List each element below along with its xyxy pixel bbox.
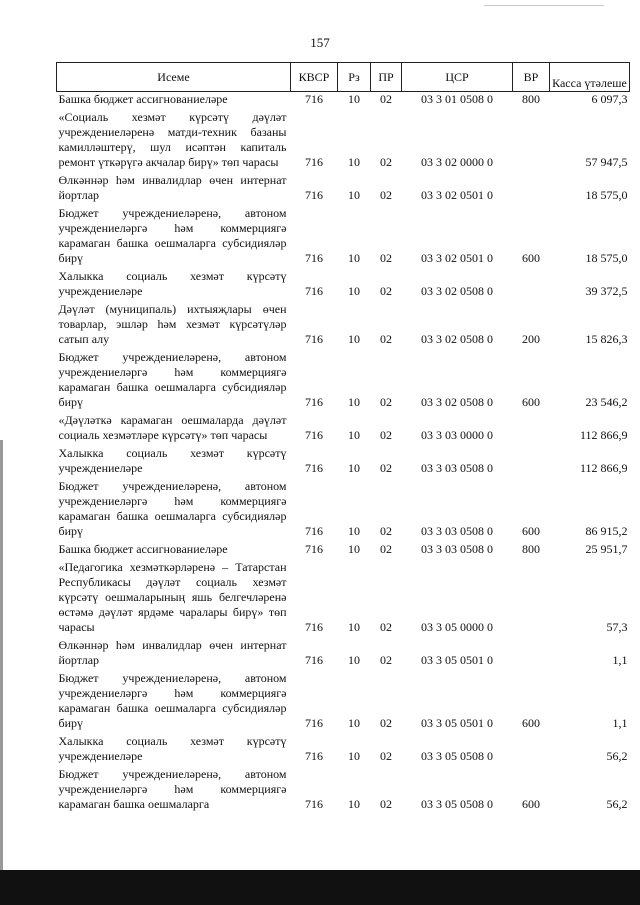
row-name: Дәүләт (муниципаль) ихтыяҗлары өчен товарлар, эшләр һәм хезмәт күрсәтүләр сатып алу: [58, 302, 287, 346]
row-pr: 02: [380, 749, 392, 763]
row-kvsr: 716: [305, 542, 323, 556]
row-pr: 02: [380, 284, 392, 298]
table-row: [57, 539, 630, 557]
row-csr: 03 3 03 0508 0: [421, 524, 493, 538]
row-rz: 10: [348, 716, 360, 730]
row-rz: 10: [348, 542, 360, 556]
row-csr: 03 3 02 0501 0: [421, 251, 493, 265]
row-csr: 03 3 02 0508 0: [421, 332, 493, 346]
row-vr: [513, 731, 550, 764]
row-amount: 18 575,0: [585, 188, 628, 202]
scan-bottom-bar: [0, 870, 640, 905]
row-name: Башка бюджет ассигнованиеләре: [58, 92, 228, 106]
row-vr: [513, 410, 550, 443]
page-number: 157: [310, 35, 330, 50]
row-csr: 03 3 05 0508 0: [421, 797, 493, 811]
row-name: «Дәүләткә карамаган оешмаларда дәүләт социаль хезмәтләре күрсәтү» төп чарасы: [58, 413, 287, 442]
row-kvsr: 716: [305, 188, 323, 202]
row-rz: 10: [348, 620, 360, 634]
row-name: Башка бюджет ассигнованиеләре: [58, 542, 228, 556]
row-rz: 10: [348, 461, 360, 475]
row-amount: 112 866,9: [579, 428, 628, 442]
row-kvsr: 716: [305, 653, 323, 667]
header-kassa: Касса үтәлеше: [550, 63, 630, 92]
table-row: [57, 299, 630, 347]
row-kvsr: 716: [305, 461, 323, 475]
row-name: Бюджет учреждениеләренә, автоном учреждениеләргә һәм коммерциягә карамаган башка оешмаларга субсидияләр бирү: [58, 350, 287, 409]
row-pr: 02: [380, 92, 392, 106]
row-kvsr: 716: [305, 524, 323, 538]
row-vr: [513, 266, 550, 299]
row-rz: 10: [348, 92, 360, 106]
header-kvsr: КВСР: [291, 63, 338, 92]
row-amount: 86 915,2: [585, 524, 628, 538]
row-rz: 10: [348, 155, 360, 169]
table-row: [57, 443, 630, 476]
row-name: Өлкәннәр һәм инвалидлар өчен интернат йортлар: [58, 638, 287, 667]
row-vr: 600: [522, 716, 540, 730]
row-rz: 10: [348, 251, 360, 265]
row-vr: 200: [522, 332, 540, 346]
row-amount: 1,1: [612, 653, 628, 667]
scan-top-line: [484, 5, 604, 6]
row-vr: [513, 557, 550, 635]
row-csr: 03 3 02 0508 0: [421, 395, 493, 409]
row-name: Бюджет учреждениеләренә, автоном учреждениеләргә һәм коммерциягә карамаган башка оешмаларга: [58, 767, 287, 811]
row-rz: 10: [348, 428, 360, 442]
table-row: [57, 170, 630, 203]
row-amount: 57 947,5: [585, 155, 628, 169]
row-rz: 10: [348, 797, 360, 811]
row-vr: 800: [522, 92, 540, 106]
header-vr: ВР: [513, 63, 550, 92]
row-csr: 03 3 05 0508 0: [421, 749, 493, 763]
row-pr: 02: [380, 251, 392, 265]
row-vr: 600: [522, 395, 540, 409]
row-amount: 15 826,3: [585, 332, 628, 346]
table-row: [57, 557, 630, 635]
row-csr: 03 3 03 0000 0: [421, 428, 493, 442]
row-amount: 39 372,5: [585, 284, 628, 298]
row-amount: 56,2: [606, 749, 628, 763]
table-row: [57, 266, 630, 299]
table-header: [57, 63, 630, 92]
row-pr: 02: [380, 524, 392, 538]
row-name: Халыкка социаль хезмәт күрсәтү учреждениеләре: [58, 269, 287, 298]
row-pr: 02: [380, 188, 392, 202]
row-pr: 02: [380, 395, 392, 409]
row-vr: 600: [522, 797, 540, 811]
header-rz: Рз: [338, 63, 371, 92]
row-name: «Социаль хезмәт күрсәтү дәүләт учреждениеләренә матди-техник базаны камилләштерү, шул исәптән капиталь ремонт үткәрүгә акчалар бирү» төп чарасы: [58, 110, 287, 169]
row-rz: 10: [348, 188, 360, 202]
row-kvsr: 716: [305, 92, 323, 106]
row-kvsr: 716: [305, 332, 323, 346]
row-kvsr: 716: [305, 284, 323, 298]
row-rz: 10: [348, 749, 360, 763]
row-rz: 10: [348, 332, 360, 346]
row-vr: [513, 443, 550, 476]
row-pr: 02: [380, 461, 392, 475]
row-kvsr: 716: [305, 251, 323, 265]
header-name: Исеме: [57, 63, 291, 92]
row-csr: 03 3 05 0501 0: [421, 716, 493, 730]
table-row: [57, 731, 630, 764]
row-pr: 02: [380, 428, 392, 442]
row-vr: 800: [522, 542, 540, 556]
row-rz: 10: [348, 284, 360, 298]
row-csr: 03 3 05 0501 0: [421, 653, 493, 667]
row-pr: 02: [380, 542, 392, 556]
row-amount: 23 546,2: [585, 395, 628, 409]
row-name: Бюджет учреждениеләренә, автоном учреждениеләргә һәм коммерциягә карамаган башка оешмаларга субсидияләр бирү: [58, 206, 287, 265]
row-amount: 56,2: [606, 797, 628, 811]
row-amount: 25 951,7: [585, 542, 628, 556]
row-amount: 1,1: [612, 716, 628, 730]
row-csr: 03 3 02 0501 0: [421, 188, 493, 202]
row-amount: 57,3: [606, 620, 628, 634]
row-pr: 02: [380, 155, 392, 169]
table-row: [57, 203, 630, 266]
row-pr: 02: [380, 620, 392, 634]
table-row: [57, 764, 630, 812]
row-name: «Педагогика хезмәткәрләренә – Татарстан Республикасы дәүләт социаль хезмәт күрсәтү оешмаларының яшь белгечләренә өстәмә дәүләт ярдәме чаралары бирү» төп чарасы: [58, 560, 287, 634]
row-kvsr: 716: [305, 620, 323, 634]
row-vr: [513, 170, 550, 203]
header-csr: ЦСР: [402, 63, 513, 92]
row-amount: 6 097,3: [591, 92, 628, 106]
row-pr: 02: [380, 332, 392, 346]
scan-edge-shadow: [0, 440, 3, 870]
header-pr: ПР: [371, 63, 402, 92]
table-row: [57, 635, 630, 668]
row-pr: 02: [380, 653, 392, 667]
table-row: [57, 476, 630, 539]
row-vr: [513, 107, 550, 170]
row-csr: 03 3 03 0508 0: [421, 461, 493, 475]
table-row: [57, 668, 630, 731]
row-name: Бюджет учреждениеләренә, автоном учреждениеләргә һәм коммерциягә карамаган башка оешмаларга субсидияләр бирү: [58, 671, 287, 730]
row-csr: 03 3 05 0000 0: [421, 620, 493, 634]
row-name: Халыкка социаль хезмәт күрсәтү учреждениеләре: [58, 734, 287, 763]
row-amount: 18 575,0: [585, 251, 628, 265]
table-row: [57, 107, 630, 170]
row-rz: 10: [348, 653, 360, 667]
row-kvsr: 716: [305, 797, 323, 811]
row-name: Өлкәннәр һәм инвалидлар өчен интернат йортлар: [58, 173, 287, 202]
row-csr: 03 3 02 0000 0: [421, 155, 493, 169]
table-body: [57, 92, 630, 813]
row-csr: 03 3 03 0508 0: [421, 542, 493, 556]
table-row: [57, 347, 630, 410]
row-csr: 03 3 01 0508 0: [421, 92, 493, 106]
row-name: Халыкка социаль хезмәт күрсәтү учреждениеләре: [58, 446, 287, 475]
row-kvsr: 716: [305, 428, 323, 442]
table-row: [57, 410, 630, 443]
row-rz: 10: [348, 524, 360, 538]
row-pr: 02: [380, 797, 392, 811]
row-pr: 02: [380, 716, 392, 730]
row-csr: 03 3 02 0508 0: [421, 284, 493, 298]
row-kvsr: 716: [305, 395, 323, 409]
row-rz: 10: [348, 395, 360, 409]
budget-table: [56, 62, 630, 812]
table-row: [57, 92, 630, 108]
row-vr: 600: [522, 251, 540, 265]
row-name: Бюджет учреждениеләренә, автоном учреждениеләргә һәм коммерциягә карамаган башка оешмаларга субсидияләр бирү: [58, 479, 287, 538]
row-amount: 112 866,9: [579, 461, 628, 475]
row-kvsr: 716: [305, 716, 323, 730]
row-vr: [513, 635, 550, 668]
row-kvsr: 716: [305, 155, 323, 169]
row-vr: 600: [522, 524, 540, 538]
row-kvsr: 716: [305, 749, 323, 763]
